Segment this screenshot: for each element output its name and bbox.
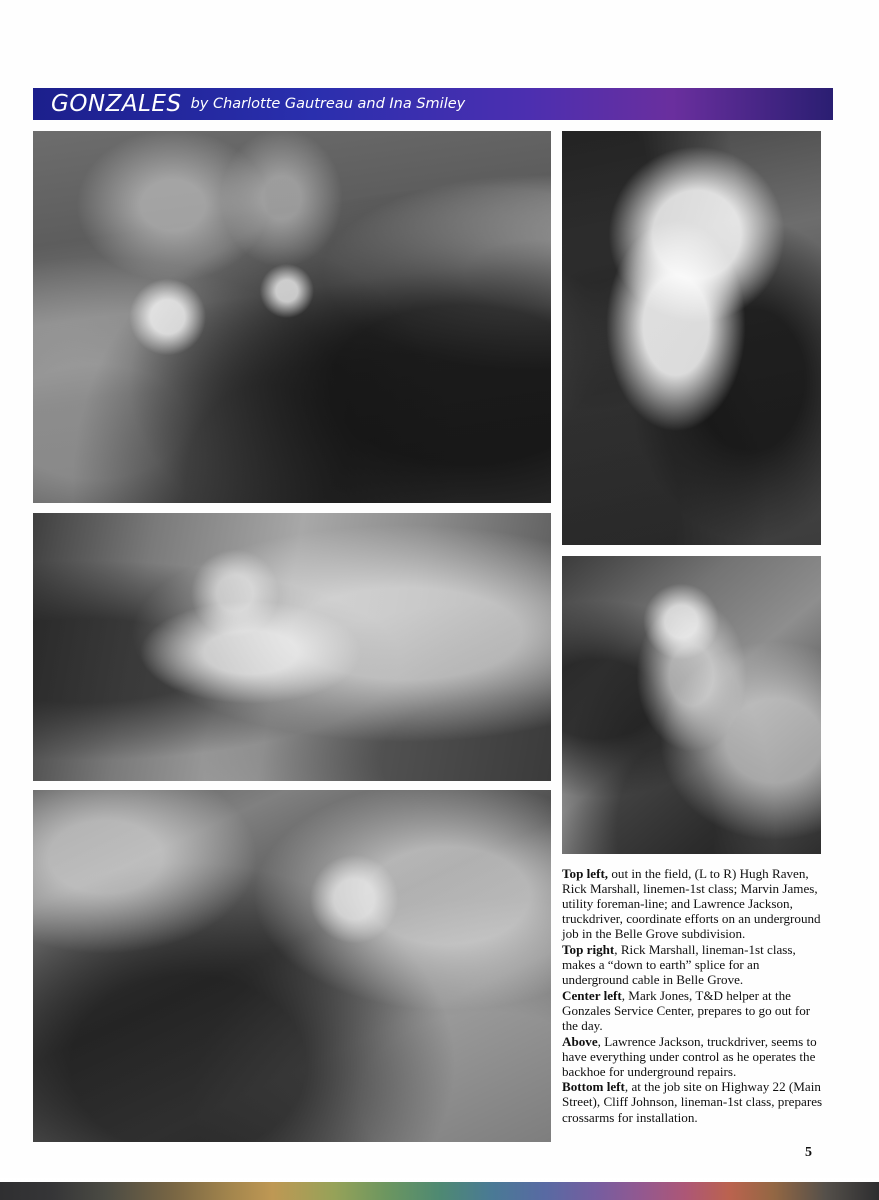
caption-center-left bbox=[562, 988, 826, 1033]
caption-above-text: , Lawrence Jackson, truckdriver, seems to have everything under control as he operates the backhoe for underground repairs. bbox=[562, 1033, 817, 1079]
photo-top-left bbox=[33, 131, 551, 503]
photo-center-left-image bbox=[33, 513, 551, 781]
caption-block bbox=[562, 866, 826, 1125]
page-number: 5 bbox=[805, 1145, 812, 1160]
photo-bottom-left-image bbox=[33, 790, 551, 1142]
scan-edge-color-strip bbox=[0, 1182, 879, 1200]
caption-above-lead: Above bbox=[562, 1033, 598, 1049]
caption-top-right-lead: Top right bbox=[562, 941, 615, 957]
caption-top-right-text: , Rick Marshall, lineman-1st class, makes a “down to earth” splice for an underground cable in Belle Grove. bbox=[562, 941, 796, 988]
photo-above-right-image bbox=[562, 556, 821, 854]
caption-top-left-text: out in the field, (L to R) Hugh Raven, Rick Marshall, linemen-1st class; Marvin James, utility foreman-line; and Lawrence Jackson, truckdriver, coordinate efforts on an underground job in the Belle Grove subdivision. bbox=[562, 866, 821, 942]
photo-above-right bbox=[562, 556, 821, 854]
article-byline: by Charlotte Gautreau and Ina Smiley bbox=[190, 95, 466, 112]
caption-above bbox=[562, 1034, 826, 1079]
photo-top-right bbox=[562, 131, 821, 545]
caption-bottom-left-text: , at the job site on Highway 22 (Main Street), Cliff Johnson, lineman-1st class, prepares crossarms for installation. bbox=[562, 1079, 823, 1125]
caption-top-right bbox=[562, 942, 826, 987]
photo-center-left bbox=[33, 513, 551, 781]
article-title: GONZALES bbox=[51, 91, 182, 117]
photo-top-left-image bbox=[33, 131, 551, 503]
caption-top-left bbox=[562, 866, 826, 941]
caption-bottom-left bbox=[562, 1079, 826, 1124]
caption-top-left-lead: Top left, bbox=[562, 866, 609, 881]
article-header-banner bbox=[33, 88, 833, 120]
caption-center-left-lead: Center left bbox=[562, 987, 622, 1003]
caption-bottom-left-lead: Bottom left bbox=[562, 1079, 625, 1095]
caption-center-left-text: , Mark Jones, T&D helper at the Gonzales Service Center, prepares to go out for the day. bbox=[562, 987, 811, 1033]
photo-top-right-image bbox=[562, 131, 821, 545]
photo-bottom-left bbox=[33, 790, 551, 1142]
